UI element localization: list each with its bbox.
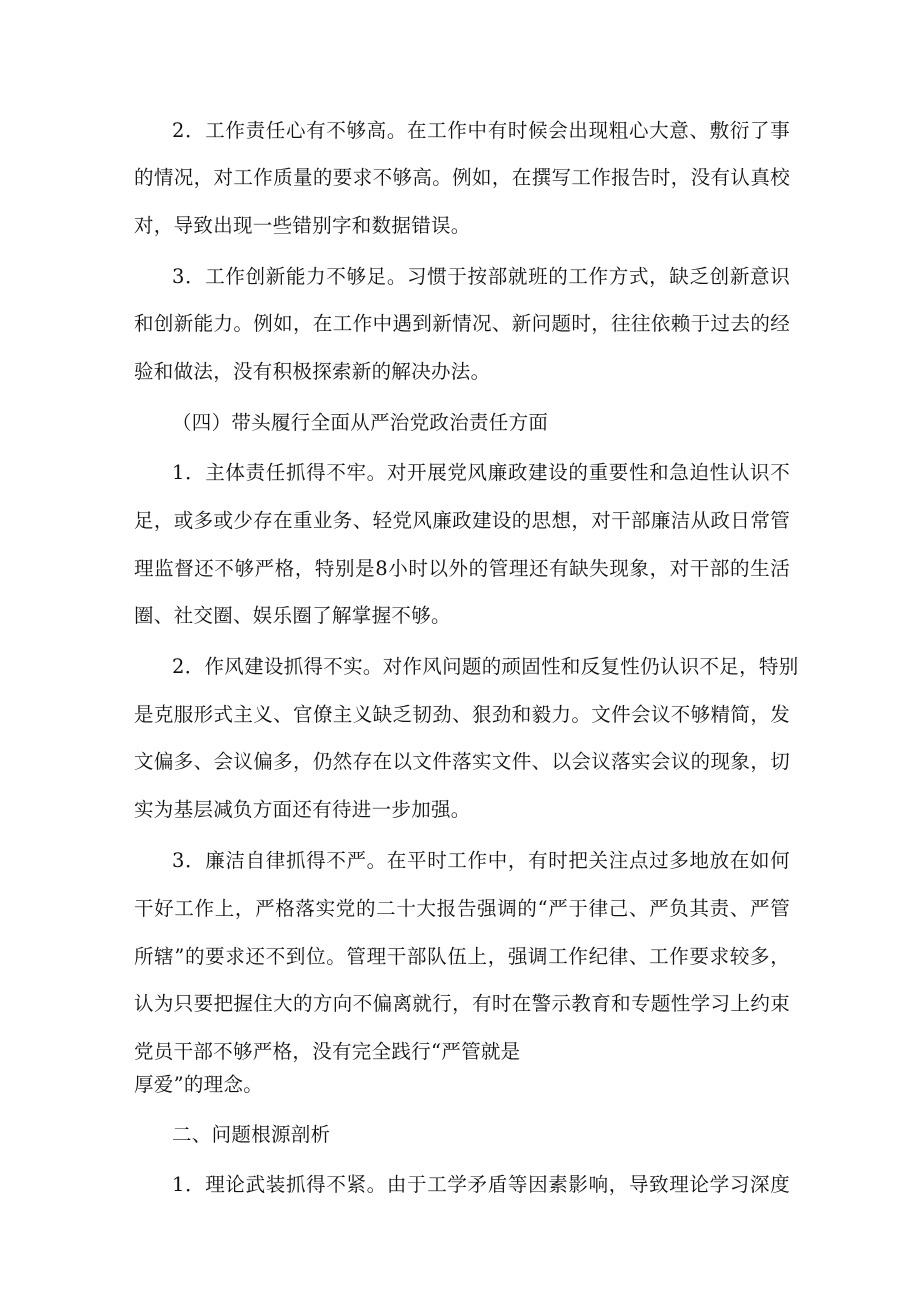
text-line: 理监督还不够严格，特别是8小时以外的管理还有缺失现象，对干部的生活: [134, 557, 790, 580]
section-heading-two: 二、问题根源剖析: [172, 1123, 331, 1146]
text-line: 圈、社交圈、娱乐圈了解掌握不够。: [134, 604, 451, 627]
text-line: 2．作风建设抓得不实。对作风问题的顽固性和反复性仍认识不足，特别: [172, 655, 799, 678]
text-line: 3．廉洁自律抓得不严。在平时工作中，有时把关注点过多地放在如何: [172, 849, 790, 872]
text-line: 是克服形式主义、官僚主义缺乏韧劲、狠劲和毅力。文件会议不够精简，发: [134, 703, 790, 726]
text-line: 的情况，对工作质量的要求不够高。例如，在撰写工作报告时，没有认真校: [134, 166, 790, 189]
text-line: 1．主体责任抓得不牢。对开展党风廉政建设的重要性和急迫性认识不: [172, 461, 790, 484]
text-line: 验和做法，没有积极探索新的解决办法。: [134, 360, 491, 383]
text-line: 厚爱”的理念。: [134, 1073, 264, 1096]
text-line: 实为基层减负方面还有待进一步加强。: [134, 798, 471, 821]
text-line: 对，导致出现一些错别字和数据错误。: [134, 214, 471, 237]
text-line: 和创新能力。例如，在工作中遇到新情况、新问题时，往往依赖于过去的经: [134, 312, 790, 335]
text-line: 1．理论武装抓得不紧。由于工学矛盾等因素影响，导致理论学习深度: [172, 1173, 790, 1196]
text-line: 干好工作上，严格落实党的二十大报告强调的“严于律己、严负其责、严管: [134, 897, 790, 920]
text-line: 文偏多、会议偏多，仍然存在以文件落实文件、以会议落实会议的现象，切: [134, 750, 790, 773]
text-line: 党员干部不够严格，没有完全践行“严管就是: [134, 1040, 521, 1063]
text-line: 足，或多或少存在重业务、轻党风廉政建设的思想，对干部廉洁从政日常管: [134, 509, 790, 532]
text-line: 2．工作责任心有不够高。在工作中有时候会出现粗心大意、敷衍了事: [172, 119, 790, 142]
text-line: 所辖”的要求还不到位。管理干部队伍上，强调工作纪律、工作要求较多，: [134, 945, 790, 968]
section-heading-four: （四）带头履行全面从严治党政治责任方面: [172, 411, 549, 434]
text-line: 3．工作创新能力不够足。习惯于按部就班的工作方式，缺乏创新意识: [172, 265, 790, 288]
text-line: 认为只要把握住大的方向不偏离就行，有时在警示教育和专题性学习上约束: [134, 992, 790, 1015]
